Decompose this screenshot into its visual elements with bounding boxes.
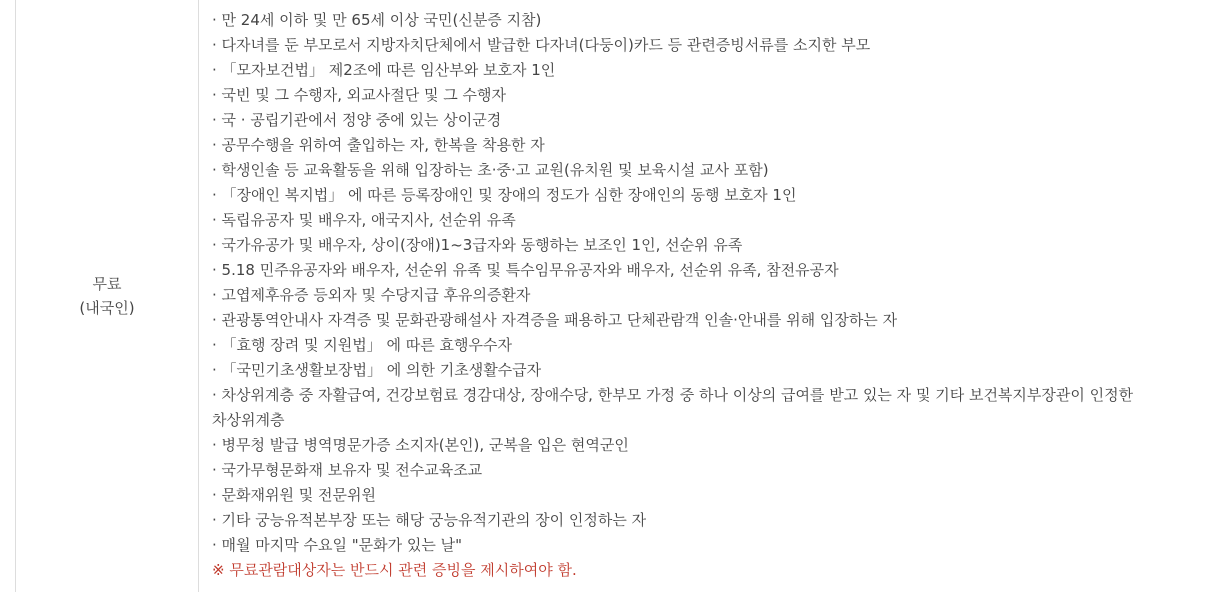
list-item: · 매월 마지막 수요일 "문화가 있는 날" xyxy=(212,536,463,554)
eligibility-list xyxy=(212,8,1202,583)
list-item: · 만 24세 이하 및 만 65세 이상 국민(신분증 지참) xyxy=(212,11,542,29)
table-column-divider xyxy=(198,0,199,592)
list-item: · 「장애인 복지법」 에 따른 등록장애인 및 장애의 정도가 심한 장애인의 동행 보호자 1인 xyxy=(212,186,797,204)
category-label-cell xyxy=(16,0,198,592)
category-label-domestic: (내국인) xyxy=(79,299,135,317)
list-item: · 학생인솔 등 교육활동을 위해 입장하는 초·중·고 교원(유치원 및 보육시설 교사 포함) xyxy=(212,161,769,179)
list-item: · 병무청 발급 병역명문가증 소지자(본인), 군복을 입은 현역군인 xyxy=(212,436,629,454)
list-item: · 국빈 및 그 수행자, 외교사절단 및 그 수행자 xyxy=(212,86,507,104)
list-item: · 다자녀를 둔 부모로서 지방자치단체에서 발급한 다자녀(다둥이)카드 등 관련증빙서류를 소지한 부모 xyxy=(212,36,871,54)
list-item: · 5.18 민주유공자와 배우자, 선순위 유족 및 특수임무유공자와 배우자, 선순위 유족, 참전유공자 xyxy=(212,261,839,279)
list-item: · 차상위계층 중 자활급여, 건강보험료 경감대상, 장애수당, 한부모 가정 중 하나 이상의 급여를 받고 있는 자 및 기타 보건복지부장관이 인정한 차상위계층 xyxy=(212,386,1134,429)
category-label-free: 무료 xyxy=(92,275,122,293)
list-item: · 관광통역안내사 자격증 및 문화관광해설사 자격증을 패용하고 단체관람객 인솔·안내를 위해 입장하는 자 xyxy=(212,311,898,329)
proof-required-note: ※ 무료관람대상자는 반드시 관련 증빙을 제시하여야 함. xyxy=(212,561,577,579)
list-item: · 문화재위원 및 전문위원 xyxy=(212,486,376,504)
list-item: · 독립유공자 및 배우자, 애국지사, 선순위 유족 xyxy=(212,211,516,229)
list-item: · 「효행 장려 및 지원법」 에 따른 효행우수자 xyxy=(212,336,512,354)
list-item: · 국가유공가 및 배우자, 상이(장애)1~3급자와 동행하는 보조인 1인, 선순위 유족 xyxy=(212,236,743,254)
list-item: · 「국민기초생활보장법」 에 의한 기초생활수급자 xyxy=(212,361,542,379)
list-item: · 국 · 공립기관에서 정양 중에 있는 상이군경 xyxy=(212,111,502,129)
list-item: · 국가무형문화재 보유자 및 전수교육조교 xyxy=(212,461,483,479)
list-item: · 고엽제후유증 등외자 및 수당지급 후유의증환자 xyxy=(212,286,531,304)
list-item: · 기타 궁능유적본부장 또는 해당 궁능유적기관의 장이 인정하는 자 xyxy=(212,511,647,529)
list-item: · 공무수행을 위하여 출입하는 자, 한복을 착용한 자 xyxy=(212,136,545,154)
list-item: · 「모자보건법」 제2조에 따른 임산부와 보호자 1인 xyxy=(212,61,556,79)
